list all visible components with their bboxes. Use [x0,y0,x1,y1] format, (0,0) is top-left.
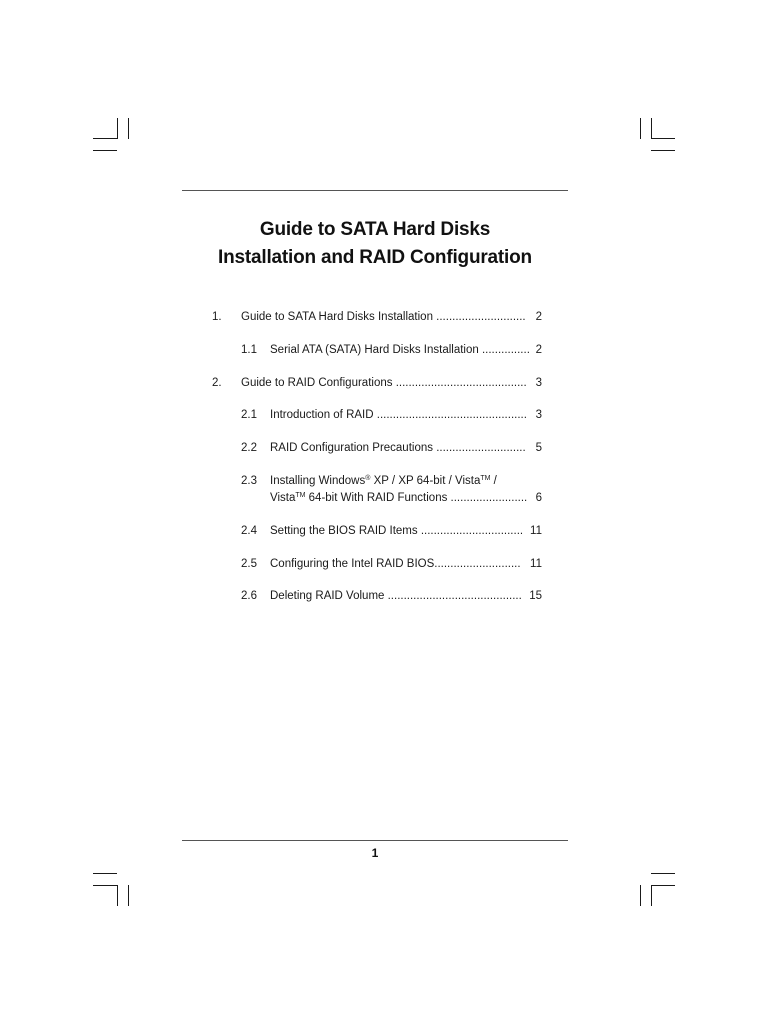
toc-page: 11 [530,558,542,570]
toc-title-line-1: Installing Windows® XP / XP 64-bit / Vista™ / [270,475,497,487]
toc-page: 2 [535,311,542,323]
crop-mark [651,885,675,886]
toc-number: 2.4 [241,525,257,537]
crop-mark [117,118,118,139]
crop-mark [651,885,652,906]
toc-page: 15 [529,590,542,602]
toc-number: 2.6 [241,590,257,602]
toc-number: 1. [212,311,222,323]
crop-mark [651,138,675,139]
crop-mark [93,873,117,874]
toc-title: Guide to SATA Hard Disks Installation ............................ [241,311,526,323]
toc-title: Guide to RAID Configurations ......................................... [241,377,527,389]
top-rule [182,190,568,191]
page-number: 1 [371,846,379,860]
toc-title: Introduction of RAID ............................................... [270,409,527,421]
toc-number: 2.1 [241,409,257,421]
toc-number: 2.5 [241,558,257,570]
toc-title: Setting the BIOS RAID Items ................................ [270,525,524,537]
crop-mark [93,150,117,151]
crop-mark [128,885,129,906]
document-title [182,216,568,272]
toc-title: Serial ATA (SATA) Hard Disks Installation ............... [270,344,530,356]
toc-entry-2-3 [241,473,542,507]
crop-mark [651,118,652,139]
crop-mark [651,150,675,151]
toc-title-line-2: Vista™ 64-bit With RAID Functions ........................ [270,492,528,504]
toc-page: 3 [535,409,542,421]
toc-title: Deleting RAID Volume .......................................... [270,590,522,602]
crop-mark [651,873,675,874]
crop-mark [117,885,118,906]
crop-mark [640,118,641,139]
toc-title: RAID Configuration Precautions ............................ [270,442,526,454]
toc-number: 2.3 [241,475,257,487]
toc-number: 2.2 [241,442,257,454]
toc-page: 5 [535,442,542,454]
toc-number: 1.1 [241,344,257,356]
crop-mark [640,885,641,906]
toc-page: 6 [535,492,542,504]
toc-page: 3 [535,377,542,389]
title-line-1: Guide to SATA Hard Disks [259,219,491,240]
toc-page: 2 [535,344,542,356]
title-line-2: Installation and RAID Configuration [218,247,532,268]
toc-title: Configuring the Intel RAID BIOS........................... [270,558,521,570]
crop-mark [128,118,129,139]
toc-number: 2. [212,377,222,389]
bottom-rule [182,840,568,841]
crop-mark [93,138,117,139]
crop-mark [93,885,117,886]
toc-page: 11 [530,525,542,537]
